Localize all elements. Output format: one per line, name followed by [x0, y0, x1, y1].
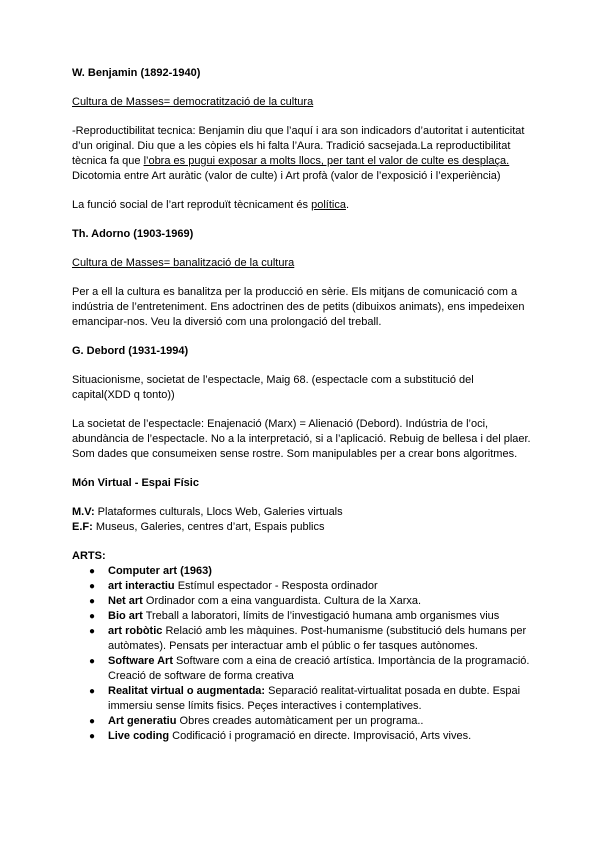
bullet-icon: ● [89, 626, 96, 637]
benjamin-paragraph-3 [72, 198, 532, 213]
arts-item-desc: Separació realitat-virtualitat posada en dubte. Espai immersiu sense límits fisics. Peçes interactives i contemplatives. [108, 685, 521, 712]
list-item [72, 609, 532, 624]
arts-item-term: Realitat virtual o augmentada: [108, 685, 266, 697]
arts-item-desc: Relació amb les màquines. Post-humanisme (substitució dels humans per autòmates). Pensats per interactuar amb el públic o fer tasques autònomes. [108, 625, 527, 652]
mv-text: Plataformes culturals, Llocs Web, Galeries virtuals [94, 506, 343, 518]
ef-text: Museus, Galeries, centres d’art, Espais publics [92, 521, 325, 533]
list-item [72, 729, 532, 744]
list-item [72, 564, 532, 579]
arts-heading: ARTS: [72, 550, 106, 562]
arts-item-desc: Software com a eina de creació artística. Importància de la programació. Creació de software de forma creativa [108, 655, 530, 682]
arts-item-desc: Estímul espectador - Resposta ordinador [174, 580, 378, 592]
arts-item-term: Art generatiu [108, 715, 177, 727]
arts-item-desc: Ordinador com a eina vanguardista. Cultura de la Xarxa. [142, 595, 422, 607]
list-item [72, 594, 532, 609]
benjamin-subtitle: Cultura de Masses= democratització de la cultura [72, 96, 314, 108]
debord-paragraph-1: Situacionisme, societat de l’espectacle, Maig 68. (espectacle com a substitució del capital(XDD q tonto)) [72, 374, 474, 401]
arts-list [72, 564, 532, 744]
bullet-icon: ● [89, 686, 96, 697]
debord-heading: G. Debord (1931-1994) [72, 345, 189, 357]
arts-item-term: art interactiu [108, 580, 175, 592]
benjamin-p3-underlined: política [311, 199, 346, 211]
benjamin-heading: W. Benjamin (1892-1940) [72, 67, 201, 79]
list-item [72, 684, 532, 714]
arts-item-desc: Obres creades automàticament per un programa.. [176, 715, 424, 727]
list-item [72, 654, 532, 684]
bullet-icon: ● [89, 596, 96, 607]
arts-item-term: Net art [108, 595, 143, 607]
adorno-paragraph-1: Per a ell la cultura es banalitza per la producció en sèrie. Els mitjans de comunicació com a indústria de l’entreteniment. Ens adoctrinen des de petits (dibuixos animats), ens impedeixen emancipar-nos. Veu la diversió com una prolongació del treball. [72, 286, 525, 328]
arts-item-term: Computer art (1963) [108, 565, 212, 577]
mv-label: M.V: [72, 506, 95, 518]
bullet-icon: ● [89, 731, 96, 742]
ef-label: E.F: [72, 521, 93, 533]
benjamin-p3-text: La funció social de l’art reproduït tècnicament és [72, 199, 312, 211]
arts-item-term: Live coding [108, 730, 170, 742]
arts-item-term: Bio art [108, 610, 143, 622]
arts-item-term: Software Art [108, 655, 173, 667]
ef-line [72, 520, 532, 535]
adorno-subtitle: Cultura de Masses= banalització de la cultura [72, 257, 295, 269]
benjamin-p1-text: -Reproductibilitat tecnica: Benjamin diu que l’aquí i ara son indicadors d’autoritat i autenticitat d’un original. Diu que a les còpies els hi falta l’Aura. Tradició sacsejada.La reproductibilitat tècnica fa que [72, 125, 525, 167]
bullet-icon: ● [89, 581, 96, 592]
arts-item-desc: Treball a laboratori, límits de l’investigació humana amb organismes vius [142, 610, 500, 622]
benjamin-p3-end: . [345, 199, 349, 211]
benjamin-p1-underlined: l’obra es pugui exposar a molts llocs, per tant el valor de culte es desplaça. [143, 155, 510, 167]
adorno-heading: Th. Adorno (1903-1969) [72, 228, 194, 240]
benjamin-paragraph-1 [72, 124, 532, 169]
bullet-icon: ● [89, 611, 96, 622]
document-page [72, 66, 532, 744]
debord-paragraph-2: La societat de l’espectacle: Enajenació (Marx) = Alienació (Debord). Indústria de l’oci, abundància de l’espectacle. No a la interpretació, si a l’aplicació. Rebuig de bellesa i del plaer. Som dades que consumeixen sense rostre. Som manipulables per a crear bons algoritmes. [72, 418, 531, 460]
bullet-icon: ● [89, 656, 96, 667]
list-item [72, 714, 532, 729]
list-item [72, 624, 532, 654]
mon-virtual-heading: Món Virtual - Espai Físic [72, 477, 199, 489]
bullet-icon: ● [89, 716, 96, 727]
mv-line [72, 505, 532, 520]
list-item [72, 579, 532, 594]
arts-item-term: art robòtic [108, 625, 163, 637]
bullet-icon: ● [89, 566, 96, 577]
benjamin-paragraph-2: Dicotomia entre Art auràtic (valor de culte) i Art profà (valor de l’exposició i l’experiència) [72, 170, 501, 182]
arts-item-desc: Codificació i programació en directe. Improvisació, Arts vives. [169, 730, 472, 742]
